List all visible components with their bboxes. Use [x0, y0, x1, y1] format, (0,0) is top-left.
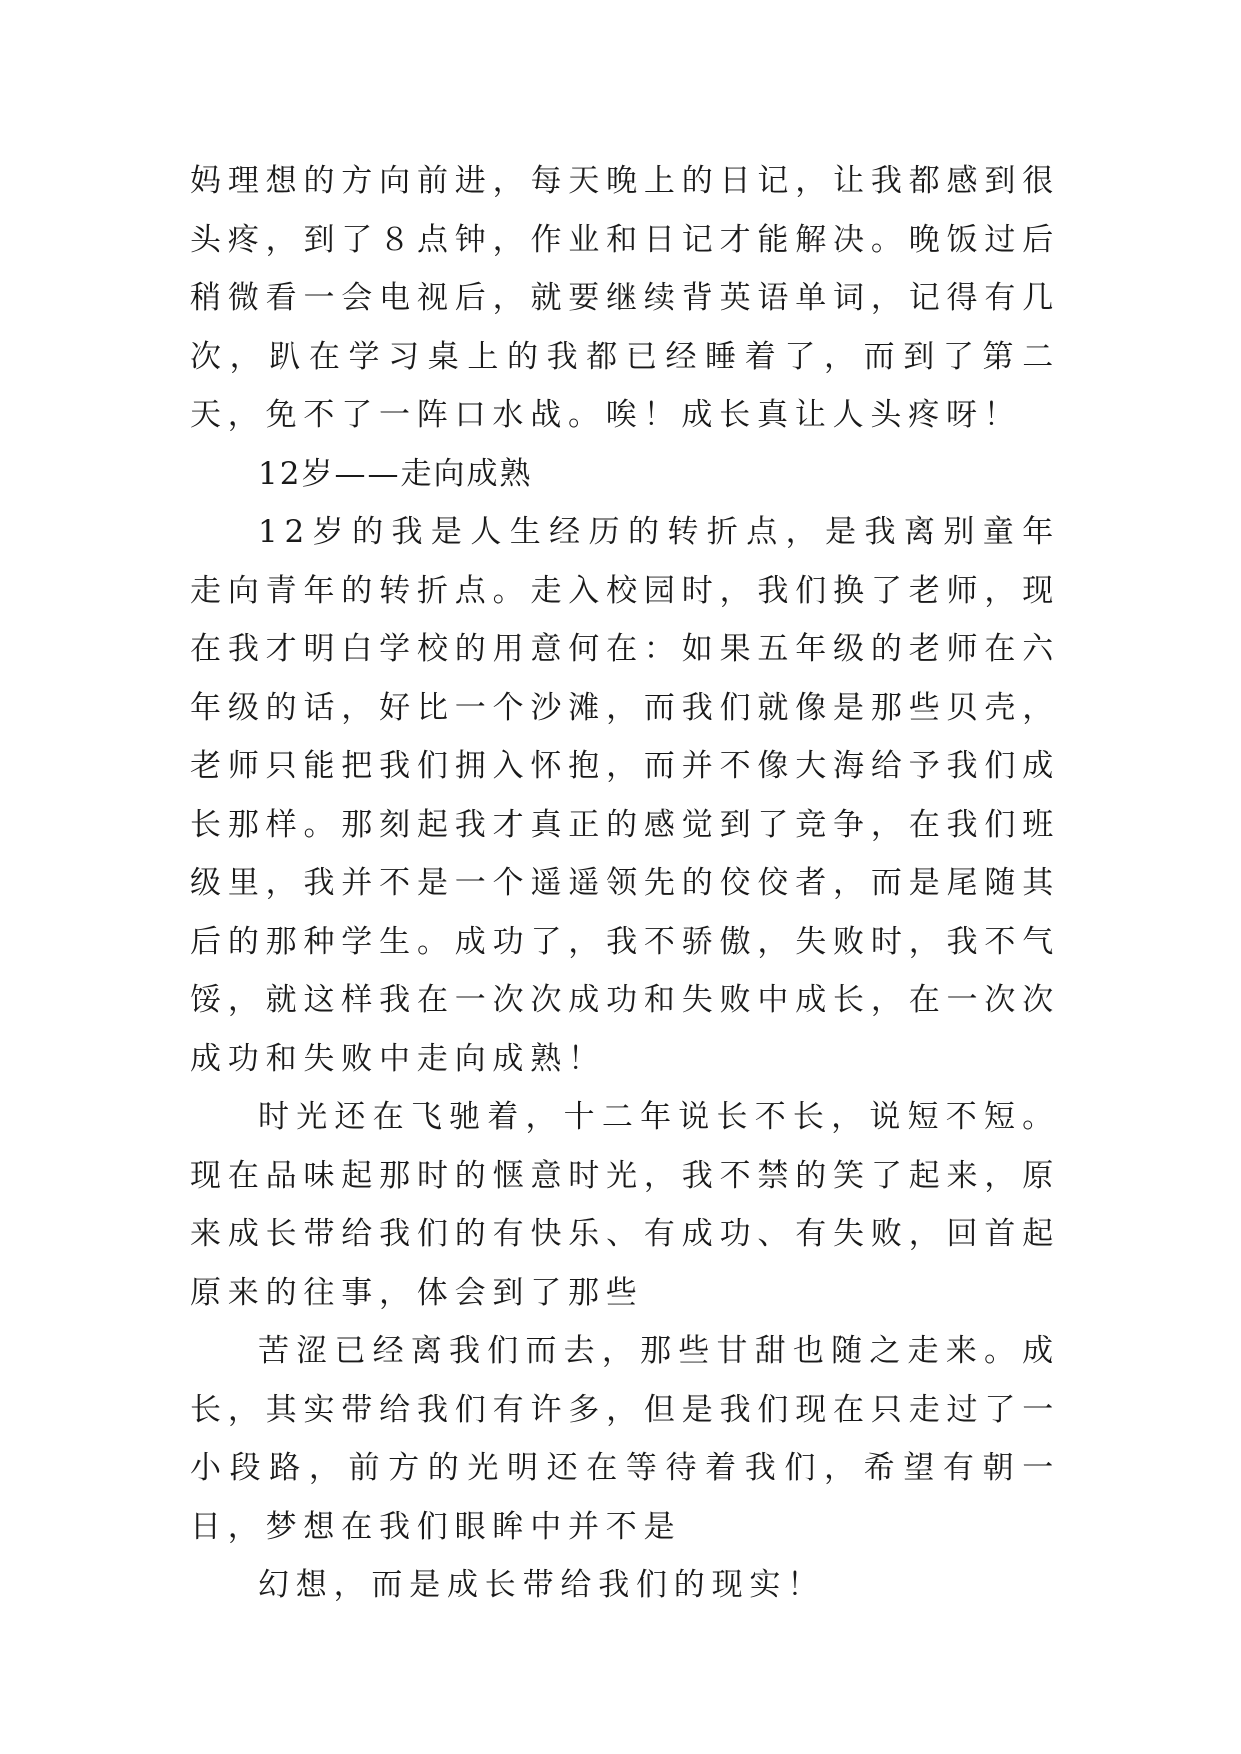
paragraph-closing: 幻想，而是成长带给我们的现实！ [258, 1567, 825, 1603]
paragraph-time-flies: 时光还在飞驰着，十二年说长不长，说短不短。现在品味起那时的惬意时光，我不禁的笑了起来，原来成长带给我们的有快乐、有成功、有失败，回首起原来的往事，体会到了那些 [190, 1099, 1060, 1311]
document-page [190, 152, 1060, 1615]
paragraph-age-12: 12岁的我是人生经历的转折点，是我离别童年走向青年的转折点。走入校园时，我们换了老师，现在我才明白学校的用意何在：如果五年级的老师在六年级的话，好比一个沙滩，而我们就像是那些贝壳，老师只能把我们拥入怀抱，而并不像大海给予我们成长那样。那刻起我才真正的感觉到了竞争，在我们班级里，我并不是一个遥遥领先的佼佼者，而是尾随其后的那种学生。成功了，我不骄傲，失败时，我不气馁，就这样我在一次次成功和失败中成长，在一次次成功和失败中走向成熟！ [190, 514, 1060, 1077]
paragraph-bitterness: 苦涩已经离我们而去，那些甘甜也随之走来。成长，其实带给我们有许多，但是我们现在只走过了一小段路，前方的光明还在等待着我们，希望有朝一日，梦想在我们眼眸中并不是 [190, 1333, 1060, 1545]
section-heading: 12岁——走向成熟 [258, 455, 533, 492]
paragraph-continued: 妈理想的方向前进，每天晚上的日记，让我都感到很头疼，到了８点钟，作业和日记才能解决。晚饭过后稍微看一会电视后，就要继续背英语单词，记得有几次，趴在学习桌上的我都已经睡着了，而到了第二天，免不了一阵口水战。唉！成长真让人头疼呀！ [190, 163, 1060, 433]
